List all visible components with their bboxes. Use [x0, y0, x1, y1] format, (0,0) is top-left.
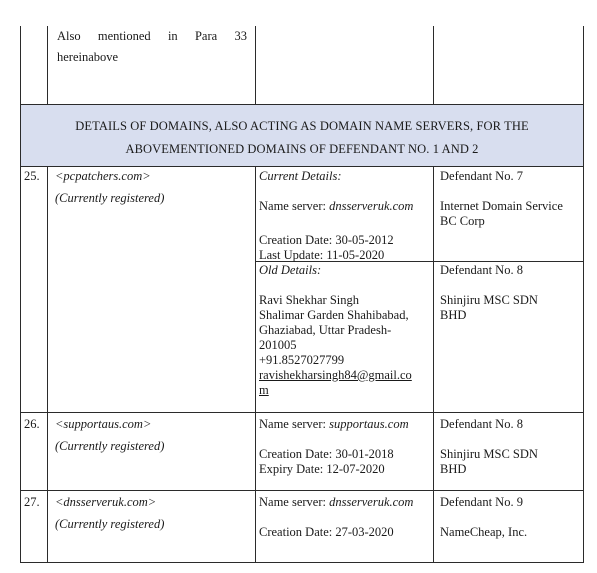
old-details-label: Old Details:	[259, 263, 322, 277]
name-server-label: Name server:	[259, 199, 330, 213]
row-25-number-cell	[20, 166, 48, 413]
name-server-label: Name server:	[259, 495, 330, 509]
registrant-address-line3: 201005	[259, 338, 297, 352]
registrant-email-line1[interactable]: ravishekharsingh84@gmail.co	[259, 368, 412, 382]
registrar-name: NameCheap, Inc.	[440, 525, 528, 539]
defendant-number: Defendant No. 9	[440, 495, 523, 509]
row-27-defendant-cell	[434, 490, 584, 563]
name-server-value: supportaus.com	[329, 417, 409, 431]
registration-status: (Currently registered)	[55, 517, 165, 531]
registrar-line1: Shinjiru MSC SDN	[440, 293, 538, 307]
row-26-defendant-cell	[434, 412, 584, 491]
top-row-line2: hereinabove	[57, 50, 119, 64]
row-27-domain-cell	[48, 490, 256, 563]
domain-name: <dnsserveruk.com>	[55, 495, 157, 509]
row-number: 25.	[24, 169, 40, 183]
name-server-line	[259, 199, 413, 214]
name-server-value: dnsserveruk.com	[329, 199, 414, 213]
registrar-line2: BC Corp	[440, 214, 485, 228]
creation-date: Creation Date: 27-03-2020	[259, 525, 394, 539]
defendant-number: Defendant No. 8	[440, 417, 523, 431]
section-heading	[20, 104, 584, 167]
row-25-domain-cell	[48, 166, 256, 413]
top-row-description-cell	[48, 26, 256, 105]
section-heading-line2: ABOVEMENTIONED DOMAINS OF DEFENDANT NO. 1 AND 2	[125, 142, 479, 156]
registrant-email-line2[interactable]: m	[259, 383, 269, 397]
row-25-old-defendant-cell	[434, 261, 584, 413]
row-number: 27.	[24, 495, 40, 509]
registrant-address-line1: Shalimar Garden Shahibabad,	[259, 308, 409, 322]
top-row-defendant-cell	[434, 26, 584, 105]
word: Para	[194, 29, 218, 43]
registrar-line2: BHD	[440, 462, 467, 476]
name-server-value: dnsserveruk.com	[329, 495, 414, 509]
registrant-address-line2: Ghaziabad, Uttar Pradesh-	[259, 323, 392, 337]
name-server-line	[259, 495, 413, 510]
registrar-line1: Internet Domain Service	[440, 199, 563, 213]
last-update-date: Last Update: 11-05-2020	[259, 248, 385, 262]
top-row-number-cell	[20, 26, 48, 105]
name-server-line	[259, 417, 409, 432]
row-number: 26.	[24, 417, 40, 431]
registrant-name: Ravi Shekhar Singh	[259, 293, 359, 307]
current-details-label: Current Details:	[259, 169, 342, 183]
section-heading-line1: DETAILS OF DOMAINS, ALSO ACTING AS DOMAIN NAME SERVERS, FOR THE	[75, 119, 529, 133]
registrant-phone: +91.8527027799	[259, 353, 345, 367]
domain-name: <supportaus.com>	[55, 417, 152, 431]
creation-date: Creation Date: 30-05-2012	[259, 233, 394, 247]
defendant-number: Defendant No. 8	[440, 263, 523, 277]
top-row-details-cell	[256, 26, 434, 105]
creation-date: Creation Date: 30-01-2018	[259, 447, 394, 461]
row-25-old-details-cell	[256, 261, 434, 413]
word: Also	[57, 29, 81, 43]
row-25-current-details-cell	[256, 166, 434, 262]
word: 33	[234, 29, 247, 43]
row-25-current-defendant-cell	[434, 166, 584, 262]
registration-status: (Currently registered)	[55, 191, 165, 205]
row-26-domain-cell	[48, 412, 256, 491]
defendant-number: Defendant No. 7	[440, 169, 523, 183]
name-server-label: Name server:	[259, 417, 330, 431]
word: mentioned	[97, 29, 151, 43]
registrar-line2: BHD	[440, 308, 467, 322]
registration-status: (Currently registered)	[55, 439, 165, 453]
top-row-line1	[57, 29, 247, 44]
row-26-details-cell	[256, 412, 434, 491]
word: in	[167, 29, 178, 43]
expiry-date: Expiry Date: 12-07-2020	[259, 462, 385, 476]
domain-name: <pcpatchers.com>	[55, 169, 151, 183]
row-26-number-cell	[20, 412, 48, 491]
row-27-number-cell	[20, 490, 48, 563]
row-27-details-cell	[256, 490, 434, 563]
registrar-line1: Shinjiru MSC SDN	[440, 447, 538, 461]
